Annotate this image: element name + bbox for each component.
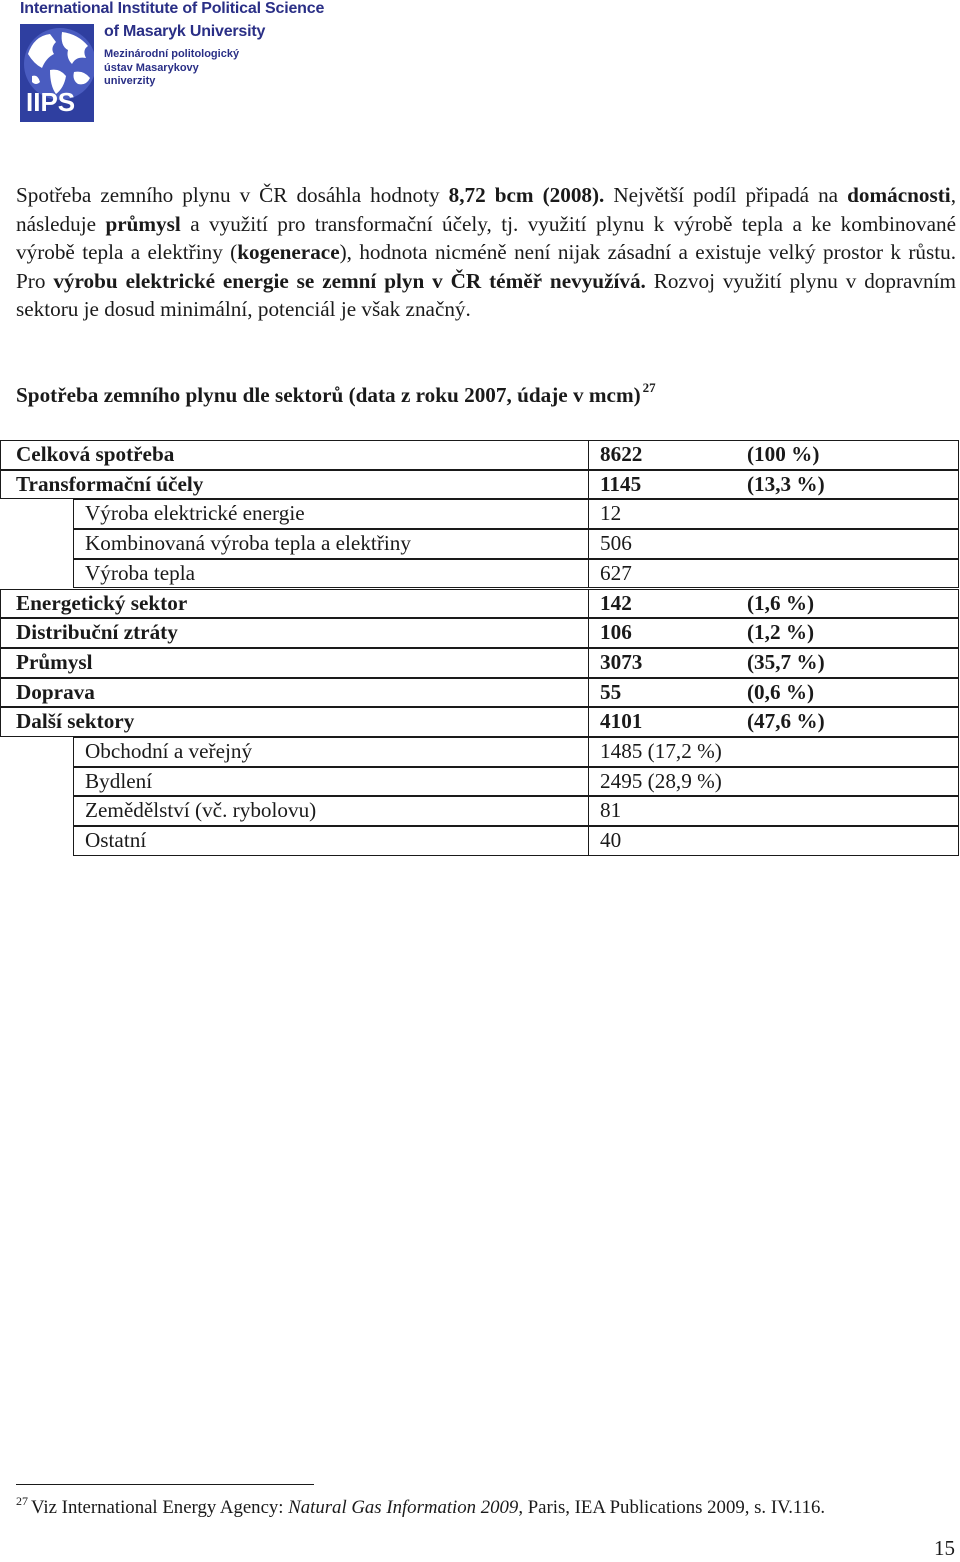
row-label: Doprava [16, 679, 95, 704]
row-value: 1145 [600, 471, 642, 496]
row-value: 4101 [600, 709, 643, 734]
footnote-text: Viz International Energy Agency: [31, 1497, 289, 1518]
column-divider [588, 470, 589, 500]
row-value: 106 [600, 620, 632, 645]
row-label: Další sektory [16, 709, 135, 734]
column-divider [588, 678, 589, 708]
row-label: Výroba elektrické energie [85, 501, 305, 526]
column-divider [588, 826, 589, 856]
logo-abbreviation: IIPS [26, 87, 76, 117]
table-row [73, 767, 959, 797]
row-label: Celková spotřeba [16, 442, 175, 466]
column-divider [588, 796, 589, 826]
table-row [0, 648, 959, 678]
paragraph-text: Spotřeba zemního plynu v ČR dosáhla hodnoty [16, 183, 449, 207]
row-label: Výroba tepla [85, 560, 196, 585]
row-label: Transformační účely [16, 471, 204, 496]
table-row [73, 559, 959, 589]
column-divider [588, 440, 589, 470]
column-divider [588, 529, 589, 559]
column-divider [588, 559, 589, 589]
column-divider [588, 589, 589, 619]
table-row [73, 499, 959, 529]
column-divider [588, 499, 589, 529]
table-row [73, 826, 959, 856]
row-value: 8622 [600, 442, 643, 466]
table-row [73, 796, 959, 826]
footnote-rule [16, 1484, 314, 1485]
logo-czech-line: ústav Masarykovy [104, 61, 199, 74]
row-label: Ostatní [85, 828, 147, 853]
table-title [16, 380, 656, 408]
logo-czech-name [104, 48, 264, 89]
row-percentage: (13,3 %) [747, 471, 825, 496]
row-border [73, 826, 959, 856]
row-border [0, 678, 959, 708]
row-percentage: (1,2 %) [747, 620, 815, 645]
footnote-reference: 27 [642, 380, 656, 395]
paragraph-text: a využití pro transformační účely, tj. využití plynu k výrobě tepla a ke kombinované výrobě tepla a elektřiny ( [16, 211, 957, 265]
row-label: Kombinovaná výroba tepla a elektřiny [85, 531, 411, 556]
column-divider [588, 648, 589, 678]
table-row [0, 440, 959, 470]
logo-czech-line: Mezinárodní politologický [104, 48, 240, 60]
table-row [0, 470, 959, 500]
globe-logo-icon [20, 24, 94, 122]
column-divider [588, 707, 589, 737]
footnote-number: 27 [16, 1494, 28, 1508]
row-value: 40 [600, 828, 622, 853]
column-divider [588, 618, 589, 648]
row-value: 12 [600, 501, 622, 526]
logo-university-line: of Masaryk University [104, 23, 266, 40]
row-value: 142 [600, 590, 632, 615]
footnote-italic-title: Natural Gas Information 2009 [288, 1497, 519, 1518]
footnote-text: , Paris, IEA Publications 2009, s. IV.116. [518, 1497, 826, 1518]
row-percentage: (100 %) [747, 442, 820, 466]
row-percentage: (47,6 %) [747, 709, 825, 734]
page-number: 15 [934, 1536, 955, 1560]
row-label: Zemědělství (vč. rybolovu) [85, 798, 317, 823]
paragraph-text: , následuje [16, 183, 956, 236]
row-percentage: (35,7 %) [747, 649, 825, 674]
table-row [0, 678, 959, 708]
table-title-text: Spotřeba zemního plynu dle sektorů (data z roku 2007, údaje v mcm) [16, 383, 641, 407]
row-border [73, 559, 959, 589]
table-row [73, 529, 959, 559]
table-row [0, 589, 959, 619]
paragraph-bold: průmysl [105, 211, 181, 236]
row-label: Energetický sektor [16, 590, 188, 615]
institute-logo [16, 0, 356, 126]
table-row [0, 707, 959, 737]
paragraph-bold: domácnosti [847, 183, 951, 207]
column-divider [588, 767, 589, 797]
row-value: 55 [600, 679, 622, 704]
table-row [0, 618, 959, 648]
row-border [73, 767, 959, 797]
paragraph-text: ), hodnota nicméně není nijak zásadní a existuje velký prostor k růstu. Pro [16, 240, 957, 293]
row-value: 506 [600, 531, 632, 556]
row-value: 1485 (17,2 %) [600, 739, 722, 763]
row-percentage: (0,6 %) [747, 679, 815, 704]
row-value: 81 [600, 798, 622, 823]
intro-paragraph [16, 181, 956, 324]
paragraph-bold: 8,72 bcm (2008). [448, 183, 605, 207]
row-label: Bydlení [85, 768, 153, 793]
row-value: 627 [600, 560, 632, 585]
paragraph-text: Největší podíl připadá na [604, 183, 848, 207]
paragraph-text: Rozvoj využití plynu v dopravním sektoru je dosud minimální, potenciál je však značný. [16, 268, 956, 322]
logo-czech-line: univerzity [104, 75, 156, 87]
logo-institute-title: International Institute of Political Science [20, 0, 325, 17]
paragraph-bold: kogenerace [237, 240, 340, 265]
table-row [73, 737, 959, 767]
row-label: Průmysl [16, 649, 93, 674]
footnote [16, 1494, 825, 1519]
row-value: 2495 (28,9 %) [600, 768, 722, 793]
row-value: 3073 [600, 649, 643, 674]
row-percentage: (1,6 %) [747, 590, 815, 615]
paragraph-bold: výrobu elektrické energie se zemní plyn v ČR téměř nevyužívá. [53, 268, 646, 293]
column-divider [588, 737, 589, 767]
row-label: Obchodní a veřejný [85, 739, 253, 763]
row-label: Distribuční ztráty [16, 620, 178, 645]
